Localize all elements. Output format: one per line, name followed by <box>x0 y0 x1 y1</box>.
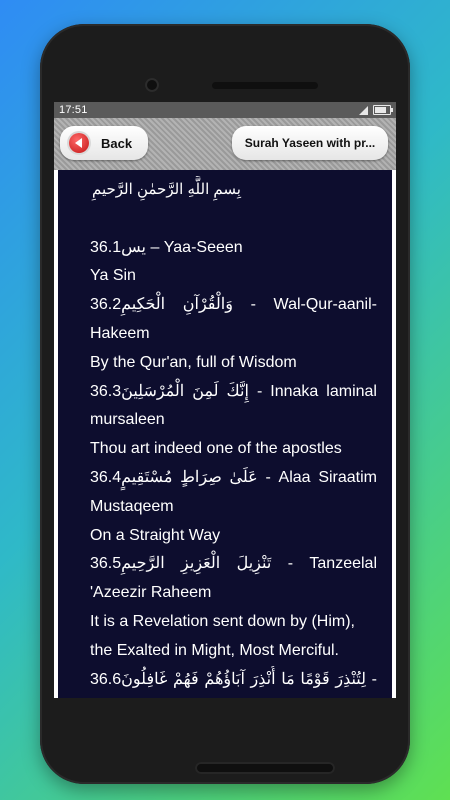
verse-transliteration-cont: Mustaqeem <box>90 497 174 515</box>
surah-title: Surah Yaseen with pr... <box>244 136 376 150</box>
verse-36-2-line <box>90 291 377 320</box>
surah-text <box>58 170 392 694</box>
verse-meaning: It is a Revelation sent down by (Him), <box>90 612 355 630</box>
verse-36-1-line <box>90 234 377 263</box>
verse-number: 36.1 <box>90 238 122 256</box>
surah-title-button[interactable] <box>232 126 388 160</box>
verse-36-3-line <box>90 378 377 407</box>
verse-meaning: Thou art indeed one of the apostles <box>90 440 342 458</box>
bismillah-line <box>90 176 377 205</box>
verse-arabic: وَالْقُرْآنِ الْحَكِيمِ <box>121 296 233 314</box>
verse-36-4-line <box>90 464 377 493</box>
verse-arabic: لِتُنْذِرَ قَوْمًا مَا أُنْذِرَ آبَاؤُهُمْ فَهُمْ غَافِلُونَ <box>121 670 367 688</box>
verse-arabic: يس <box>121 238 146 256</box>
bismillah: بِسمِ اللَّهِ الرَّحمٰنِ الرَّحيمِ <box>92 181 241 198</box>
verse-meaning: Ya Sin <box>90 267 136 285</box>
surah-content[interactable] <box>58 170 392 698</box>
status-time: 17:51 <box>59 104 88 116</box>
app-toolbar <box>54 118 396 170</box>
spacer <box>90 205 377 234</box>
verse-transliteration: - Wal-Qur-aanil- <box>250 296 377 314</box>
verse-arabic: تَنْزِيلَ الْعَزِيزِ الرَّحِيمِ <box>121 555 272 573</box>
verse-number: 36.2 <box>90 296 122 314</box>
verse-transliteration-cont: mursaleen <box>90 411 165 429</box>
earpiece-speaker <box>212 82 318 89</box>
verse-36-6-line <box>90 666 377 695</box>
verse-number: 36.5 <box>90 555 122 573</box>
verse-number: 36.4 <box>90 468 122 486</box>
verse-arabic: إِنَّكَ لَمِنَ الْمُرْسَلِينَ <box>121 382 249 400</box>
status-icons <box>359 105 391 115</box>
verse-arabic: عَلَىٰ صِرَاطٍ مُسْتَقِيمٍ <box>121 468 258 486</box>
battery-icon <box>373 105 391 115</box>
verse-transliteration: - Alaa Siraatim <box>265 468 377 486</box>
verse-meaning-cont: the Exalted in Might, Most Merciful. <box>90 641 339 659</box>
verse-number: 36.6 <box>90 670 122 688</box>
verse-transliteration: - Tanzeelal <box>287 555 377 573</box>
home-button[interactable] <box>195 762 335 774</box>
verse-number: 36.3 <box>90 382 122 400</box>
front-camera <box>145 78 159 92</box>
verse-transliteration-cont: 'Azeezir Raheem <box>90 584 212 602</box>
verse-meaning: By the Qur'an, full of Wisdom <box>90 353 297 371</box>
verse-transliteration-cont: Hakeem <box>90 324 150 342</box>
back-button[interactable] <box>60 126 148 160</box>
verse-transliteration: - Innaka laminal <box>256 382 377 400</box>
app-screen <box>54 102 396 698</box>
verse-transliteration: – Yaa-Seeen <box>150 238 243 256</box>
signal-icon <box>359 106 368 115</box>
verse-transliteration: - <box>371 670 377 688</box>
verse-meaning: On a Straight Way <box>90 526 221 544</box>
back-button-label: Back <box>101 135 133 151</box>
back-arrow-icon <box>69 133 89 153</box>
status-bar <box>54 102 396 118</box>
verse-36-5-line <box>90 550 377 579</box>
